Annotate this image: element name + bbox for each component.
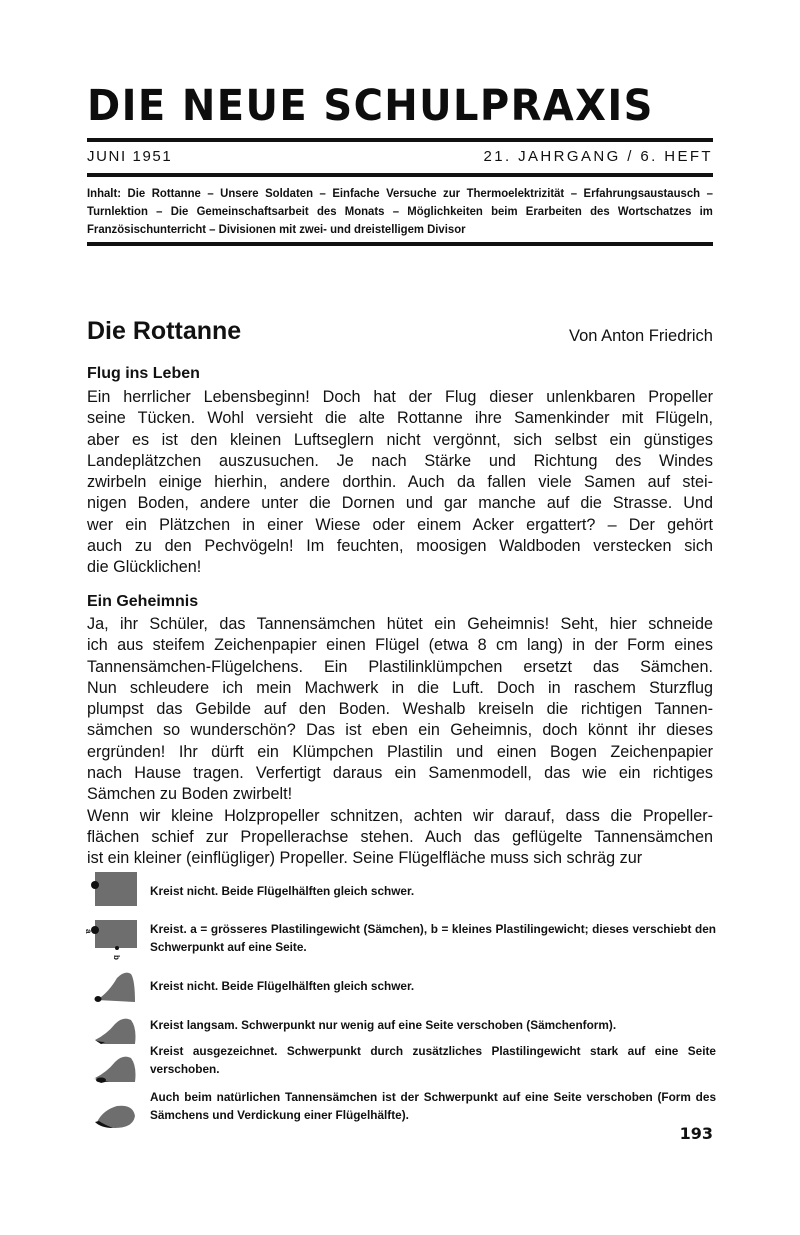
body-text-line: wer ein Plätzchen in einer Wiese oder einem Acker ergattert? – Der gehört <box>87 515 713 534</box>
body-text-line: Tannensämchen-Flügelchens. Ein Plastilinklümpchen ersetzt das Sämchen. <box>87 657 713 676</box>
figure-caption: Kreist. a = grösseres Plastilingewicht (Sämchen), b = kleines Plastilingewicht; dieses verschiebt den Schwerpunkt auf eine Seite. <box>150 922 716 954</box>
section-heading-flug-ins-leben: Flug ins Leben <box>87 365 200 382</box>
body-text-line: flächen schief zur Propellerachse stehen. Auch das geflügelte Tannensämchen <box>87 827 713 846</box>
masthead-title: DIE NEUE SCHULPRAXIS <box>87 81 654 131</box>
figure-caption: Kreist ausgezeichnet. Schwerpunkt durch zusätzliches Plastilingewicht stark auf eine Seite verschoben. <box>150 1044 716 1076</box>
page-number: 193 <box>679 1124 713 1143</box>
body-text-line: Landeplätzchen auszusuchen. Je nach Stärke und Richtung des Windes <box>87 451 713 470</box>
body-text-line: aber es ist den kleinen Luftseglern nicht vergönnt, sich selbst ein günstiges <box>87 430 713 449</box>
body-text-line: ist ein kleiner (einflügliger) Propeller. Seine Flügelfläche muss sich schräg zur <box>87 849 643 868</box>
section-body-flug-ins-leben <box>87 387 713 579</box>
body-text-line: Nun schleudere ich mein Machwerk in die Luft. Doch in raschem Sturzflug <box>87 678 713 697</box>
body-text-line: sämchen so wunderschön? Das ist eben ein Geheimnis, doch könnt ihr dieses <box>87 721 713 740</box>
natural-seed-wing-icon <box>87 1088 142 1134</box>
section-body-ein-geheimnis <box>87 614 713 870</box>
body-text-line: nach Hause tragen. Verfertigt daraus ein Samenmodell, das wie ein richtiges <box>87 764 713 783</box>
body-text-line: auch zu den Pechvögeln! Im feuchten, moosigen Waldboden verstecken sich <box>87 537 713 556</box>
body-text-line: ich aus steifem Zeichenpapier einen Flügel (etwa 8 cm lang) in der Form eines <box>87 636 713 655</box>
body-text-line: Wenn wir kleine Holzpropeller schnitzen, achten wir darauf, dass die Propeller- <box>87 806 713 825</box>
contents-label: Inhalt: <box>87 186 122 200</box>
table-of-contents <box>87 184 713 238</box>
label-a: a <box>84 929 93 934</box>
body-text-line: die Glücklichen! <box>87 558 202 577</box>
body-text-line: zwirbeln einige hierhin, andere dorthin. Auch da fallen viele Samen auf stei- <box>87 473 713 492</box>
rectangle-wing-weighted-icon <box>84 916 142 966</box>
body-text-line: Ja, ihr Schüler, das Tannensämchen hütet ein Geheimnis! Seht, hier schneide <box>87 615 713 633</box>
article-byline: Von Anton Friedrich <box>568 327 713 345</box>
body-text-line: nigen Boden, andere unter die Dornen und gar manche auf die Strasse. Und <box>87 494 713 513</box>
section-heading-ein-geheimnis: Ein Geheimnis <box>87 593 199 610</box>
masthead-rule-top <box>87 138 713 142</box>
issue-number: 21. JAHRGANG / 6. HEFT <box>483 148 713 165</box>
figure-caption: Auch beim natürlichen Tannensämchen ist der Schwerpunkt auf eine Seite verschoben (Form des Sämchens und Verdickung einer Flügelhälfte). <box>150 1090 716 1122</box>
figure-caption: Kreist langsam. Schwerpunkt nur wenig auf eine Seite verschoben (Sämchenform). <box>150 1018 617 1032</box>
body-text-line: ergründen! Ihr dürft ein Klümpchen Plastilin und einen Bogen Zeichenpapier <box>87 742 713 761</box>
article-title: Die Rottanne <box>87 317 242 345</box>
rectangle-wing-icon <box>87 868 142 914</box>
figure-caption: Kreist nicht. Beide Flügelhälften gleich schwer. <box>150 884 415 898</box>
contents-text: Die Rottanne – Unsere Soldaten – Einfache Versuche zur Thermoelektrizität – Erfahrungsaustausch – Turnlektion – Die Gemeinschaftsarbeit des Monats – Möglichkeiten beim Erarbeiten des Wortschatzes im Französischunterricht – Divisionen mit zwei- und dreistelligem Divisor <box>87 186 713 236</box>
body-text-line: plumpst das Gebilde auf den Boden. Weshalb kreiseln die richtigen Tannen- <box>87 700 713 719</box>
body-text-line: Sämchen zu Boden zwirbelt! <box>87 785 293 804</box>
label-b: b <box>112 955 121 960</box>
body-text-line: Ein herrlicher Lebensbeginn! Doch hat der Flug dieser unlenkbaren Propeller <box>87 388 713 406</box>
heavy-seed-wing-icon <box>87 1042 142 1088</box>
contents-rule <box>87 242 713 246</box>
figure-caption: Kreist nicht. Beide Flügelhälften gleich schwer. <box>150 979 415 993</box>
body-text-line: seine Tücken. Wohl versieht die alte Rottanne ihre Samenkinder mit Flügeln, <box>87 409 713 428</box>
issue-date: JUNI 1951 <box>87 148 173 165</box>
masthead-rule-middle <box>87 173 713 177</box>
